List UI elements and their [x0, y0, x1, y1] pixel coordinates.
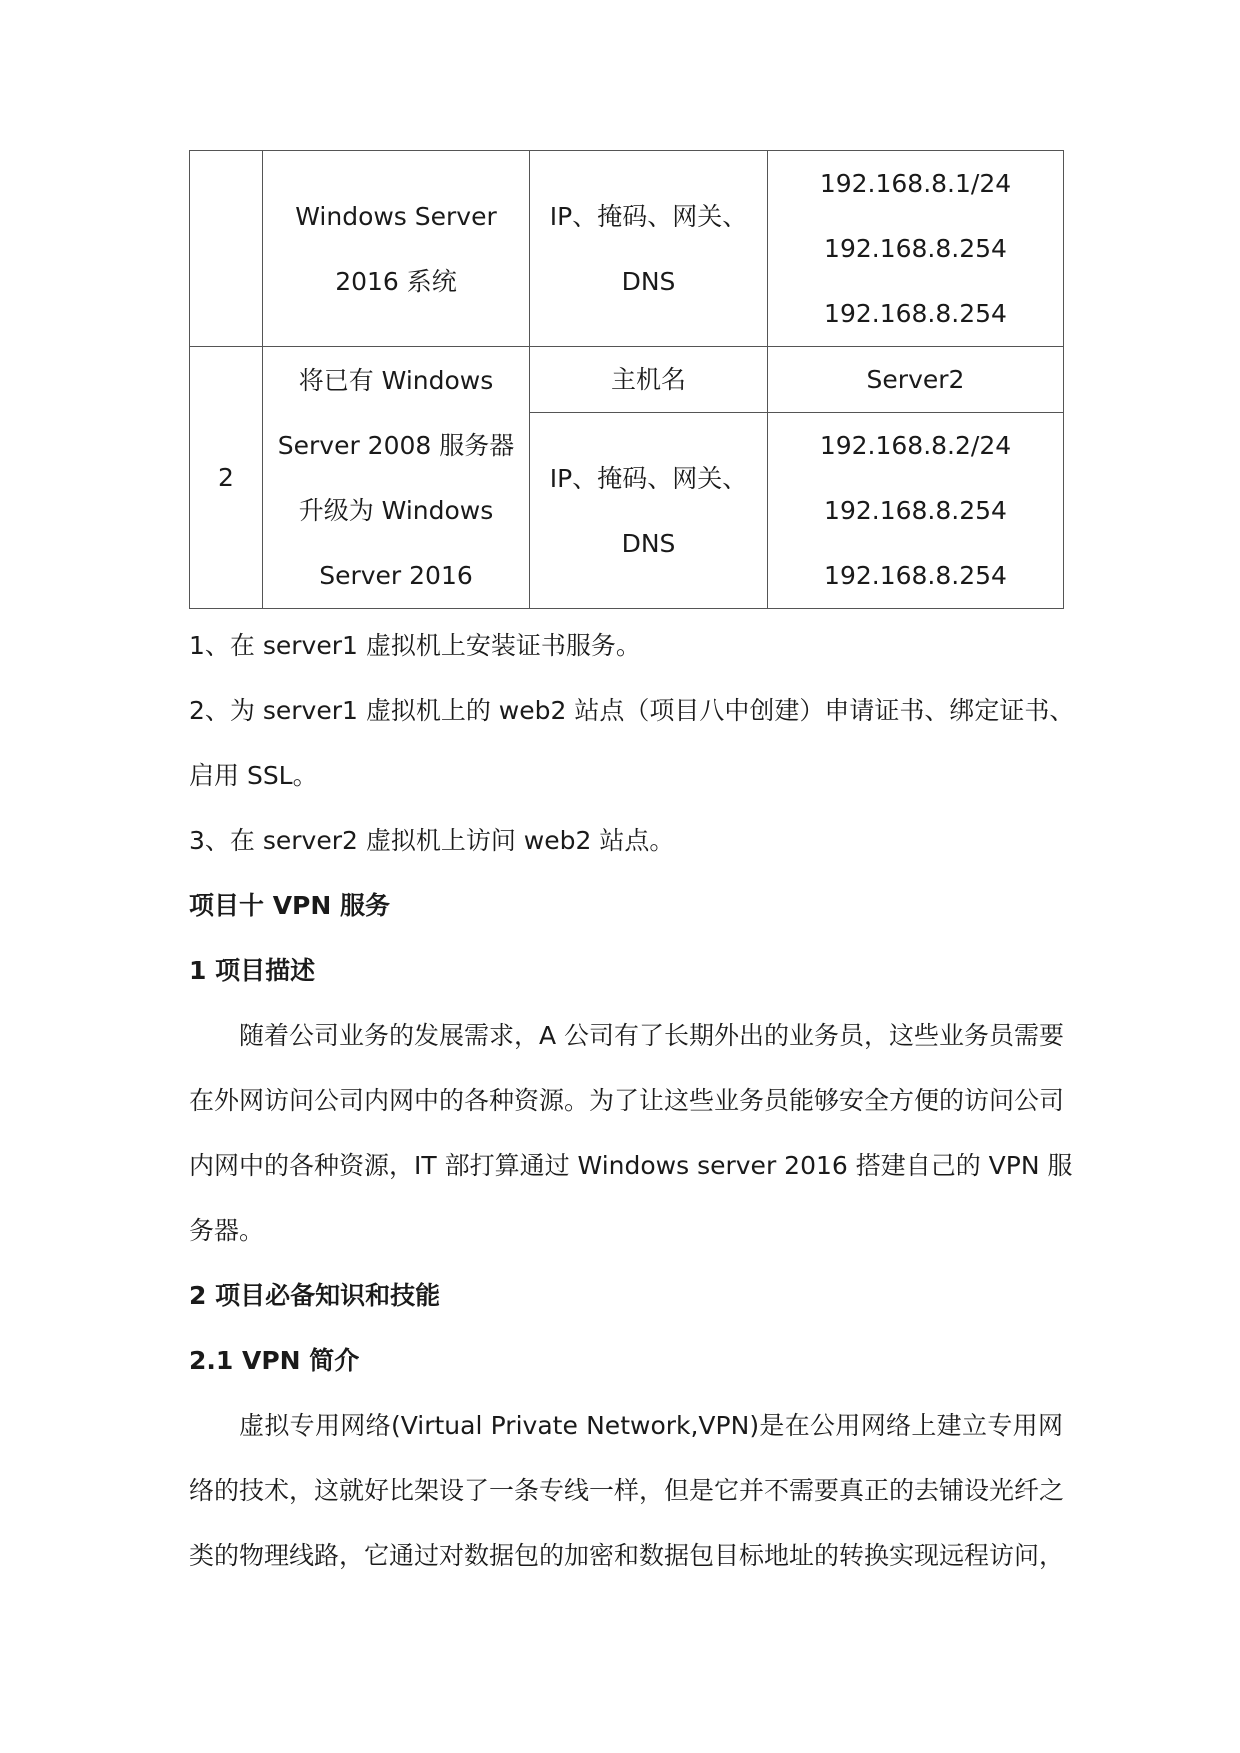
row1-name-cell [263, 151, 530, 347]
cell-line: IP、掩码、网关、 [549, 201, 748, 231]
paragraph-line: 络的技术，这就好比架设了一条专线一样，但是它并不需要真正的去铺设光纤之 [189, 1476, 1065, 1505]
row2-hostname-label-cell: 主机名 [530, 347, 768, 413]
cell-line: DNS [621, 266, 676, 296]
cell-line: Windows Server [295, 201, 497, 231]
paragraph-line: 务器。 [189, 1216, 265, 1245]
task-item-2 [189, 678, 1075, 808]
project-heading: 项目十 VPN 服务 [189, 891, 391, 920]
cell-line: 192.168.8.254 [824, 299, 1007, 328]
row1-param-cell [530, 151, 768, 347]
row2-value-cell [768, 413, 1064, 609]
section-heading-2: 2 项目必备知识和技能 [189, 1281, 441, 1310]
table-row [190, 151, 1064, 347]
row1-number-cell [190, 151, 263, 347]
table-row [190, 347, 1064, 413]
cell-line: DNS [621, 528, 676, 558]
task-line: 启用 SSL。 [189, 761, 318, 790]
cell-line: 192.168.8.1/24 [819, 169, 1012, 198]
row1-value-cell [768, 151, 1064, 347]
section-heading-1: 1 项目描述 [189, 956, 316, 985]
cell-line: 升级为 Windows [298, 495, 494, 525]
config-table [189, 150, 1064, 609]
cell-line: 2016 系统 [335, 266, 457, 296]
row2-number-cell: 2 [190, 347, 263, 609]
task-item-3: 3、在 server2 虚拟机上访问 web2 站点。 [189, 826, 675, 855]
vpn-intro-paragraph [189, 1393, 1063, 1588]
cell-line: Server 2016 [319, 560, 473, 590]
cell-line: 192.168.8.254 [824, 561, 1007, 590]
cell-line: 192.168.8.254 [824, 234, 1007, 263]
paragraph-line: 类的物理线路，它通过对数据包的加密和数据包目标地址的转换实现远程访问， [189, 1541, 1065, 1570]
description-paragraph [189, 1003, 1073, 1263]
cell-line: IP、掩码、网关、 [549, 463, 748, 493]
cell-line: Server 2008 服务器 [277, 430, 515, 460]
cell-line: 192.168.8.2/24 [819, 431, 1012, 460]
task-item-1: 1、在 server1 虚拟机上安装证书服务。 [189, 631, 641, 660]
paragraph-line: 虚拟专用网络(Virtual Private Network,VPN)是在公用网络上建立专用网 [239, 1411, 1063, 1440]
paragraph-line: 随着公司业务的发展需求，A 公司有了长期外出的业务员，这些业务员需要 [239, 1021, 1065, 1050]
row2-name-cell [263, 347, 530, 609]
cell-line: 192.168.8.254 [824, 496, 1007, 525]
task-line: 2、为 server1 虚拟机上的 web2 站点（项目八中创建）申请证书、绑定证书、 [189, 696, 1075, 725]
paragraph-line: 在外网访问公司内网中的各种资源。为了让这些业务员能够安全方便的访问公司 [189, 1086, 1065, 1115]
row2-param-cell [530, 413, 768, 609]
row2-hostname-value-cell: Server2 [768, 347, 1064, 413]
section-heading-2-1: 2.1 VPN 简介 [189, 1346, 360, 1375]
paragraph-line: 内网中的各种资源，IT 部打算通过 Windows server 2016 搭建自己的 VPN 服 [189, 1151, 1073, 1180]
cell-line: 将已有 Windows [298, 365, 494, 395]
